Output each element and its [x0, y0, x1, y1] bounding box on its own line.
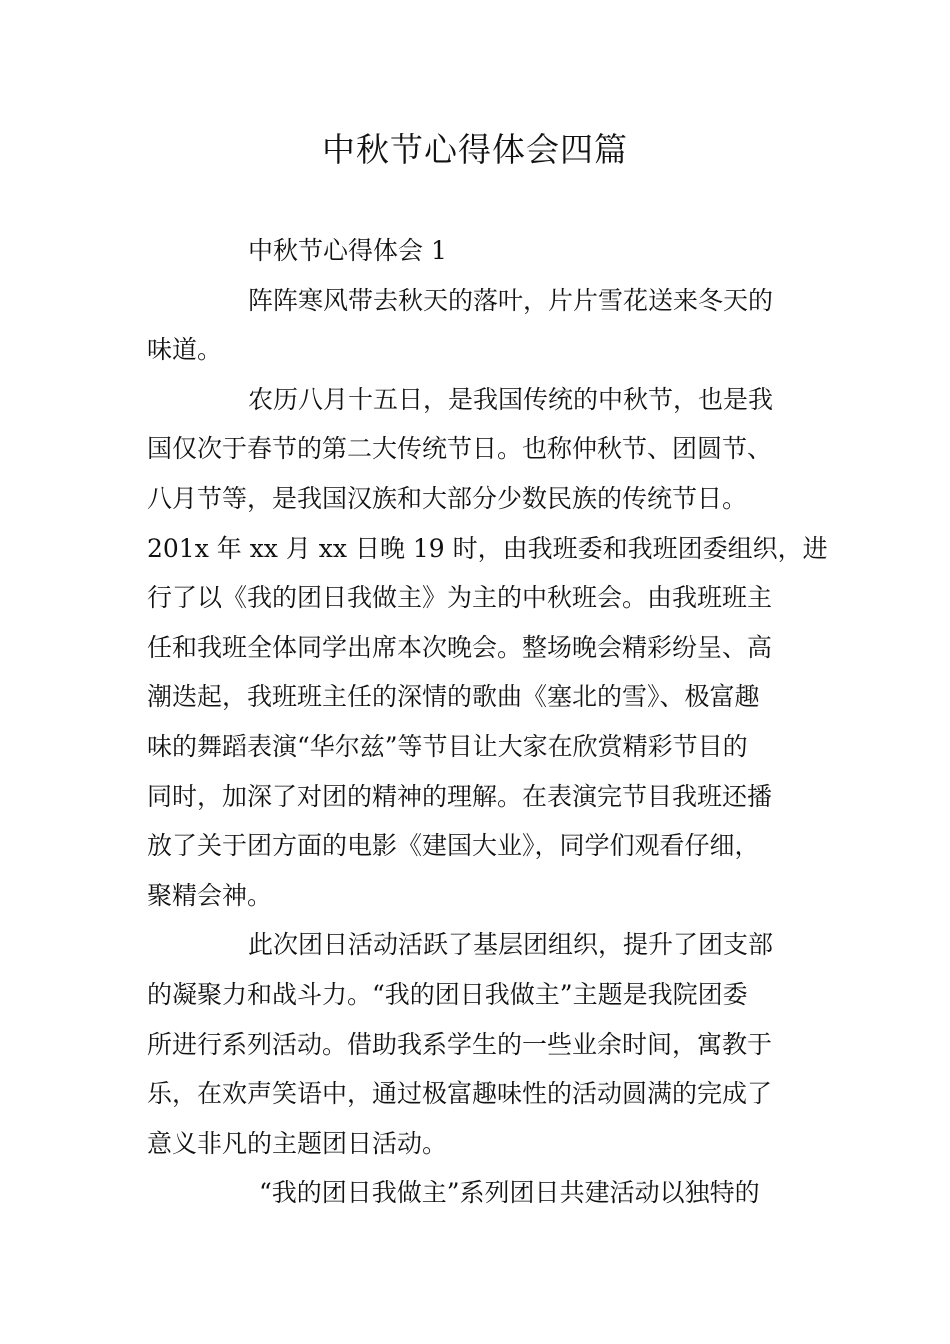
text-line: 放了关于团方面的电影《建国大业》，同学们观看仔细，: [147, 831, 760, 861]
paragraph-1: [147, 276, 817, 375]
text-line: 农历八月十五日，是我国传统的中秋节，也是我: [248, 384, 774, 414]
text-line: 味的舞蹈表演“华尔兹”等节目让大家在欣赏精彩节目的: [147, 731, 748, 761]
text-line: 此次团日活动活跃了基层团组织，提升了团支部: [248, 930, 774, 960]
section-subtitle: [147, 226, 817, 276]
document-body: [147, 226, 828, 1218]
text-line: 阵阵寒风带去秋天的落叶，片片雪花送来冬天的: [248, 285, 774, 315]
text-line: 的凝聚力和战斗力。“我的团日我做主”主题是我院团委: [147, 979, 748, 1009]
text-line: “我的团日我做主”系列团日共建活动以独特的: [259, 1178, 760, 1208]
text-line: 行了以《我的团日我做主》为主的中秋班会。由我班班主: [147, 583, 773, 613]
text-line: 八月节等，是我国汉族和大部分少数民族的传统节日。: [147, 483, 748, 513]
document-title: 中秋节心得体会四篇: [322, 130, 628, 169]
paragraph-3: [147, 920, 817, 1168]
text-line: 乐，在欢声笑语中，通过极富趣味性的活动圆满的完成了: [147, 1079, 773, 1109]
text-line: 潮迭起，我班班主任的深情的歌曲《塞北的雪》、极富趣: [147, 682, 760, 712]
text-line: 201x 年 xx 月 xx 日晚 19 时，由我班委和我班团委组织，进: [147, 533, 828, 563]
text-line: 国仅次于春节的第二大传统节日。也称仲秋节、团圆节、: [147, 434, 773, 464]
paragraph-4: [147, 1168, 817, 1218]
text-line: 意义非凡的主题团日活动。: [147, 1128, 448, 1158]
text-line: 所进行系列活动。借助我系学生的一些业余时间，寓教于: [147, 1029, 773, 1059]
subtitle-line: 中秋节心得体会 1: [248, 236, 447, 265]
text-line: 聚精会神。: [147, 880, 273, 910]
paragraph-2: [147, 375, 828, 921]
text-line: 同时，加深了对团的精神的理解。在表演完节目我班还播: [147, 781, 773, 811]
text-line: 任和我班全体同学出席本次晚会。整场晚会精彩纷呈、高: [147, 632, 773, 662]
text-line: 味道。: [147, 335, 223, 365]
